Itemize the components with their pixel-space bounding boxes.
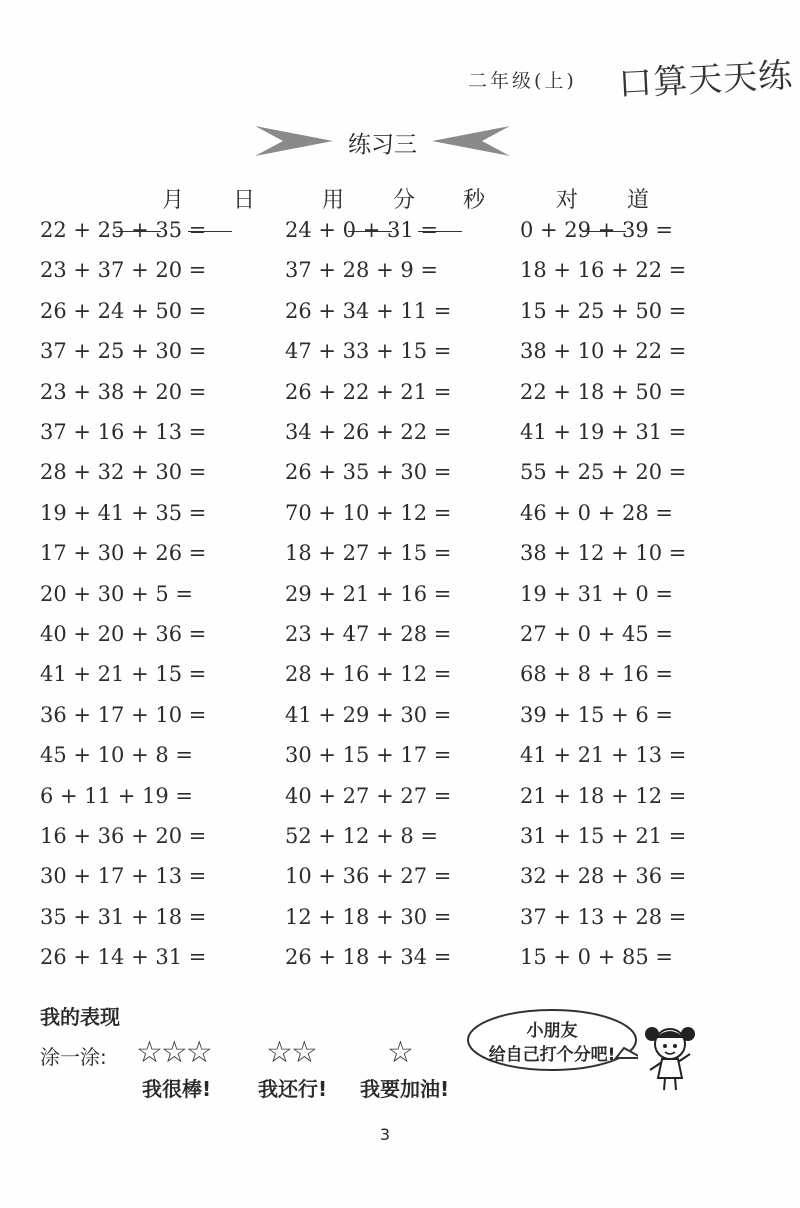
correct-label: 对 (556, 188, 579, 213)
problem-item: 26 + 35 + 30 = (285, 460, 452, 485)
problem-item: 18 + 16 + 22 = (520, 258, 687, 283)
one-star-icon[interactable]: ☆ (387, 1035, 412, 1070)
problem-item: 22 + 25 + 35 = (40, 218, 207, 242)
problem-item: 10 + 36 + 27 = (285, 864, 452, 889)
problem-item: 21 + 18 + 12 = (520, 783, 687, 808)
problem-item: 39 + 15 + 6 = (520, 702, 673, 727)
problem-item: 26 + 34 + 11 = (285, 298, 452, 323)
problem-item: 29 + 21 + 16 = (285, 581, 452, 606)
problem-item: 70 + 10 + 12 = (285, 500, 452, 525)
girl-illustration-icon (640, 1020, 700, 1092)
problem-item: 15 + 0 + 85 = (520, 945, 673, 970)
header-brand: 口算天天练 (617, 55, 795, 105)
problem-item: 18 + 27 + 15 = (285, 541, 452, 566)
problem-item: 35 + 31 + 18 = (40, 904, 207, 929)
problem-item: 26 + 24 + 50 = (40, 298, 207, 323)
problem-item: 23 + 37 + 20 = (40, 258, 207, 283)
problem-item: 34 + 26 + 22 = (285, 420, 452, 444)
minute-label: 分 (393, 188, 416, 213)
problem-item: 31 + 15 + 21 = (520, 824, 687, 848)
problem-item: 28 + 16 + 12 = (285, 662, 452, 687)
performance-title: 我的表现 (40, 1005, 120, 1029)
problem-item: 20 + 30 + 5 = (40, 581, 193, 606)
problem-item: 27 + 0 + 45 = (520, 622, 673, 646)
problem-item: 52 + 12 + 8 = (285, 824, 438, 848)
problem-item: 45 + 10 + 8 = (40, 743, 193, 768)
problem-item: 37 + 28 + 9 = (285, 258, 438, 283)
problem-item: 36 + 17 + 10 = (40, 702, 207, 727)
problem-item: 41 + 19 + 31 = (520, 420, 687, 444)
page-number: 3 (379, 1125, 391, 1144)
problem-item: 32 + 28 + 36 = (520, 864, 687, 889)
exercise-title-banner (255, 124, 510, 158)
day-label: 日 (233, 188, 256, 213)
three-stars-icon[interactable]: ☆☆☆ (136, 1035, 211, 1070)
problem-item: 0 + 29 + 39 = (520, 218, 673, 242)
month-label: 月 (162, 188, 185, 213)
problem-item: 6 + 11 + 19 = (40, 783, 193, 808)
problem-item: 23 + 38 + 20 = (40, 379, 207, 404)
problem-item: 23 + 47 + 28 = (285, 622, 452, 646)
problem-item: 37 + 16 + 13 = (40, 420, 207, 444)
count-label: 道 (627, 188, 650, 213)
problem-item: 41 + 29 + 30 = (285, 702, 452, 727)
used-label: 用 (322, 188, 345, 213)
problem-item: 15 + 25 + 50 = (520, 298, 687, 323)
bubble-line-2: 给自己打个分吧! (488, 1045, 616, 1065)
problem-item: 16 + 36 + 20 = (40, 824, 207, 848)
level-label-great: 我很棒! (142, 1077, 212, 1101)
header-grade: 二年级(上) (468, 70, 577, 92)
problem-item: 22 + 18 + 50 = (520, 379, 687, 404)
problem-item: 68 + 8 + 16 = (520, 662, 673, 687)
problem-item: 30 + 17 + 13 = (40, 864, 207, 889)
problem-item: 37 + 13 + 28 = (520, 904, 687, 929)
problem-item: 19 + 31 + 0 = (520, 581, 673, 606)
problem-item: 46 + 0 + 28 = (520, 500, 673, 525)
problem-item: 55 + 25 + 20 = (520, 460, 687, 485)
speech-bubble (466, 1008, 638, 1072)
problem-item: 24 + 0 + 31 = (285, 218, 438, 242)
problem-item: 26 + 14 + 31 = (40, 945, 207, 970)
performance-prompt: 涂一涂: (40, 1045, 107, 1069)
problem-item: 40 + 20 + 36 = (40, 622, 207, 646)
second-label: 秒 (463, 188, 486, 213)
problem-item: 26 + 22 + 21 = (285, 379, 452, 404)
bubble-line-1: 小朋友 (526, 1021, 578, 1041)
problem-item: 47 + 33 + 15 = (285, 339, 452, 364)
problem-item: 26 + 18 + 34 = (285, 945, 452, 970)
problem-item: 28 + 32 + 30 = (40, 460, 207, 485)
problem-item: 41 + 21 + 15 = (40, 662, 207, 687)
two-stars-icon[interactable]: ☆☆ (266, 1035, 316, 1070)
problem-item: 41 + 21 + 13 = (520, 743, 687, 768)
level-label-try: 我要加油! (360, 1077, 450, 1101)
problem-item: 37 + 25 + 30 = (40, 339, 207, 364)
level-label-ok: 我还行! (258, 1077, 328, 1101)
problem-item: 40 + 27 + 27 = (285, 783, 452, 808)
problem-item: 30 + 15 + 17 = (285, 743, 452, 768)
problem-item: 38 + 12 + 10 = (520, 541, 687, 566)
problem-item: 38 + 10 + 22 = (520, 339, 687, 364)
problem-item: 17 + 30 + 26 = (40, 541, 207, 566)
problem-item: 19 + 41 + 35 = (40, 500, 207, 525)
date-time-score-row (0, 183, 800, 213)
exercise-title: 练习三 (348, 132, 417, 158)
problem-item: 12 + 18 + 30 = (285, 904, 452, 929)
